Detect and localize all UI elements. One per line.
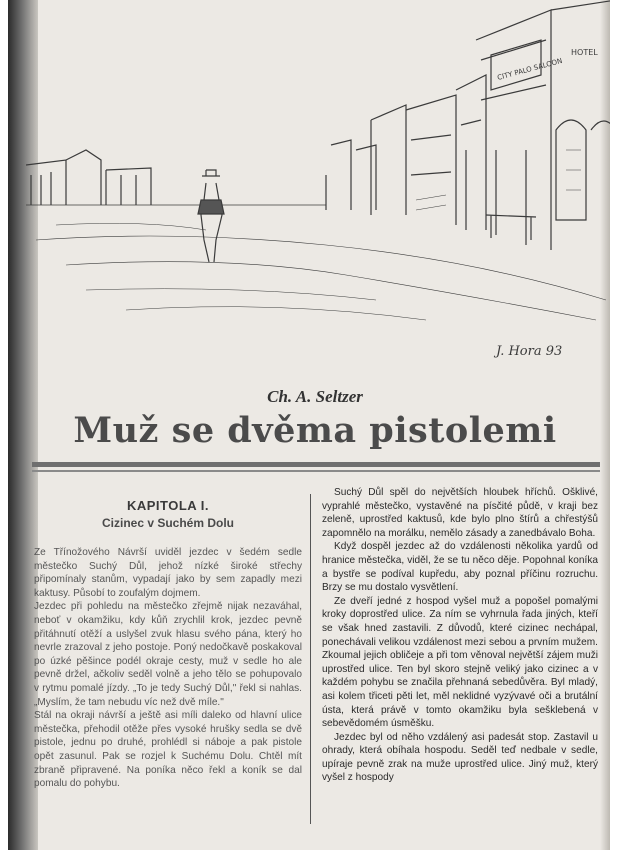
title-rule-thin bbox=[32, 470, 600, 472]
right-column bbox=[322, 486, 598, 785]
book-page bbox=[8, 0, 610, 850]
paragraph: Když dospěl jezdec až do vzdálenosti několika yardů od hranice městečka, viděl, že se tu něco děje. Popohnal koníka a bystře se podíval kupředu, aby poznal příčinu rozruchu. Brzy se mu dostalo vysvětlení. bbox=[322, 541, 598, 594]
chapter-label: KAPITOLA I. bbox=[126, 498, 210, 513]
paragraph: Jezdec byl od něho vzdálený asi padesát stop. Zastavil u ohrady, která obíhala hospodu. Seděl teď nedbale v sedle, upíraje pevně zrak na muže uprostřed ulice. Jiný muž, který vyšel z hospody bbox=[322, 731, 598, 784]
author-byline: Ch. A. Seltzer bbox=[267, 387, 363, 406]
title-rule bbox=[32, 462, 600, 467]
hotel-sign: HOTEL bbox=[571, 48, 598, 57]
paragraph: Suchý Důl spěl do největších hloubek hříchů. Ošklivé, vyprahlé městečko, vystavěné na písčité půdě, v kraji bez zeleně, uprostřed kaktusů, kde bylo plno štírů a chřestýšů zapomnělo na morálku, nemělo zásady a zanedbávalo Boha. bbox=[322, 487, 598, 539]
paragraph: Ze dveří jedné z hospod vyšel muž a popošel pomalými kroky doprostřed ulice. Za ním se vyhrnula řada jiných, kteří se však hned zastavili. Z důvodů, které cizinec nechápal, ponechávali velikou vzdálenost mezi sebou a prvním mužem. Zkoumal jejich obličeje a při tom věnoval největší zájem muži uprostřed ulice. Ten byl skoro stejně veliký jako cizinec a v každém pohybu se značila přehnaná sebedůvěra. Byl mladý, asi kolem třiceti pěti let, měl neklidné vyzývavé oči a brutální ústa, která právě v tomto okamžiku byla sešklebená v sebevědomém úsměšku. bbox=[322, 595, 598, 730]
saloon-sign: CITY PALO SALOON bbox=[496, 56, 564, 82]
artist-signature: J. Hora 93 bbox=[496, 344, 563, 359]
chapter-title: Cizinec v Suchém Dolu bbox=[101, 516, 235, 530]
left-column bbox=[34, 494, 302, 791]
paragraph: Jezdec při pohledu na městečko zřejmě nijak nezaváhal, neboť v okamžiku, kdy kůň zrychlil krok, jezdec pevně přitáhnutí otěží a uslyšel zvuk hlasu svého pána, který ho nevrle zrazoval z jeho postoje. Poný nedočkavě poskakoval po úzké pěšince podél okraje cesty, muž v sedle ho ale pevně držel, ačkoliv seděl volně a jeho tělo se pohupovalo v rytmu pomalé jízdy. „To je tedy Suchý Důl," řekl si nahlas. „Myslím, že tam nebudu víc než dvě míle." bbox=[34, 601, 302, 708]
article-title: Muž se dvěma pistolemi bbox=[73, 410, 557, 451]
column-divider bbox=[310, 494, 311, 824]
paragraph: Stál na okraji návrší a ještě asi míli daleko od hlavní ulice městečka, přehodil otěže přes vysoké hrušky sedla se dvě pistole, jednu po druhé, prohlédl si náboje a pak pistole opět zasunul. Pak se rozjel k Suchému Dolu. Chtěl mít zbraně připravené. Na poníka něco řekl a koník se dal pomalu do pohybu. bbox=[34, 710, 302, 790]
western-town-illustration bbox=[26, 0, 610, 380]
paragraph: Ze Třínožového Návrší uviděl jezdec v šedém sedle městečko Suchý Důl, jehož nízké široké střechy připomínaly stanům, vypadají jako by sem zapadly mezi kaktusy. Působí to zoufalým dojmem. bbox=[34, 547, 302, 599]
